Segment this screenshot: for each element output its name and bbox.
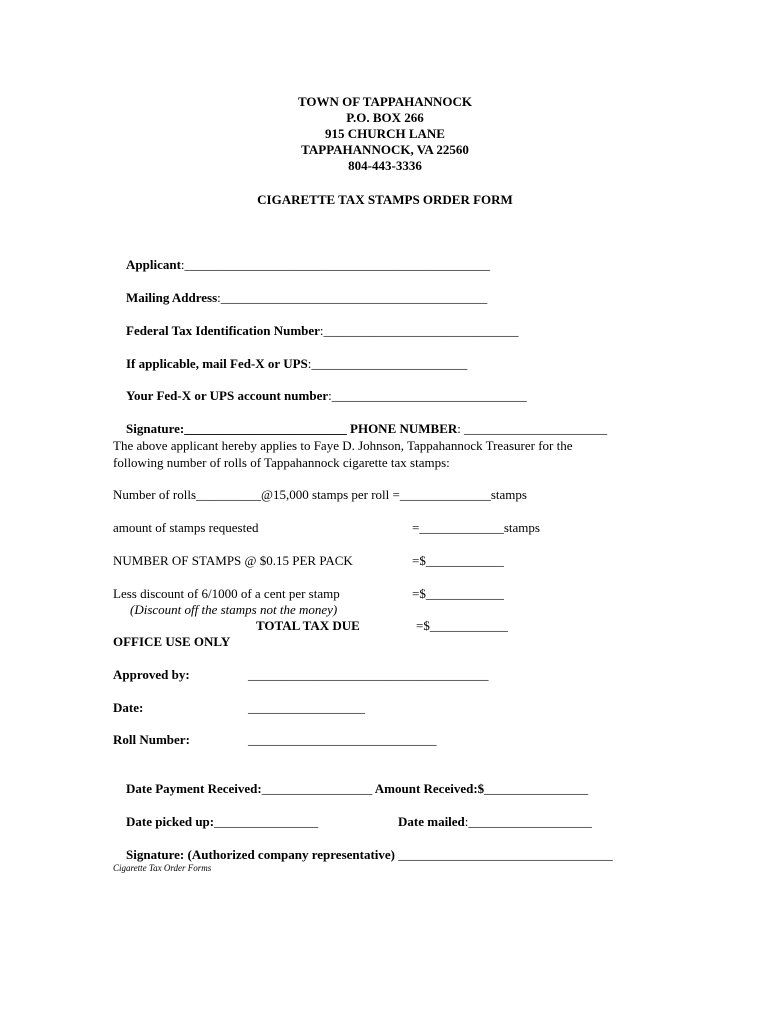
statement-line-2: following number of rolls of Tappahannock cigarette tax stamps: [113,455,450,470]
picked-label: Date picked up: [126,814,215,829]
mailing-field[interactable]: :_________________________________________ [217,290,488,305]
office-heading: OFFICE USE ONLY [113,634,231,649]
rolls-row[interactable]: Number of rolls__________@15,000 stamps per roll =______________stamps [113,487,527,502]
applicant-field[interactable]: :_______________________________________________ [180,257,491,272]
amount-label: amount of stamps requested [113,520,259,535]
date-field[interactable]: __________________ [248,700,365,715]
statement-line-1: The above applicant hereby applies to Faye D. Johnson, Tappahannock Treasurer for the [113,438,573,453]
number-field[interactable]: =$____________ [412,553,504,568]
account-field[interactable]: :______________________________ [328,388,527,403]
roll-number-label: Roll Number: [113,732,190,747]
fein-label: Federal Tax Identification Number [126,323,320,338]
city-state-zip: TAPPAHANNOCK, VA 22560 [301,142,469,157]
discount-field[interactable]: =$____________ [412,586,504,601]
letterhead [0,94,770,174]
payment-field[interactable]: _________________ [261,781,373,796]
approved-label: Approved by: [113,667,190,682]
amount-received-label: Amount Received:$ [372,781,485,796]
discount-label: Less discount of 6/1000 of a cent per stamp [113,586,340,601]
total-label: TOTAL TAX DUE [256,618,360,633]
mailed-field[interactable]: :___________________ [464,814,592,829]
form-title: CIGARETTE TAX STAMPS ORDER FORM [257,192,513,207]
phone: 804-443-3336 [348,158,422,173]
fein-field[interactable]: :______________________________ [319,323,519,338]
roll-number-field[interactable]: _____________________________ [248,732,437,747]
po-box: P.O. BOX 266 [346,110,424,125]
mailed-label: Date mailed [398,814,465,829]
applicant-label: Applicant [126,257,181,272]
account-label: Your Fed-X or UPS account number [126,388,329,403]
total-field[interactable]: =$____________ [416,618,508,633]
authorized-signature-label: Signature: (Authorized company representative) [126,847,399,862]
town-name: TOWN OF TAPPAHANNOCK [297,94,473,109]
date-label: Date: [113,700,144,715]
mailing-label: Mailing Address [126,290,218,305]
payment-label: Date Payment Received: [126,781,262,796]
amount-received-field[interactable]: ________________ [484,781,589,796]
fedex-field[interactable]: :________________________ [307,356,468,371]
discount-note: (Discount off the stamps not the money) [130,602,338,617]
footer-note: Cigarette Tax Order Forms [113,863,212,873]
phone-field[interactable]: : ______________________ [457,421,608,436]
number-label: NUMBER OF STAMPS @ $0.15 PER PACK [113,553,353,568]
signature-field[interactable]: Signature:_________________________ [126,421,347,436]
picked-field[interactable]: ________________ [214,814,319,829]
fedex-label: If applicable, mail Fed-X or UPS [126,356,308,371]
street-address: 915 CHURCH LANE [325,126,445,141]
phone-label: PHONE NUMBER [346,421,458,436]
authorized-signature-field[interactable]: _________________________________ [398,847,613,862]
amount-field[interactable]: =_____________stamps [412,520,540,535]
approved-field[interactable]: _____________________________________ [248,667,489,682]
